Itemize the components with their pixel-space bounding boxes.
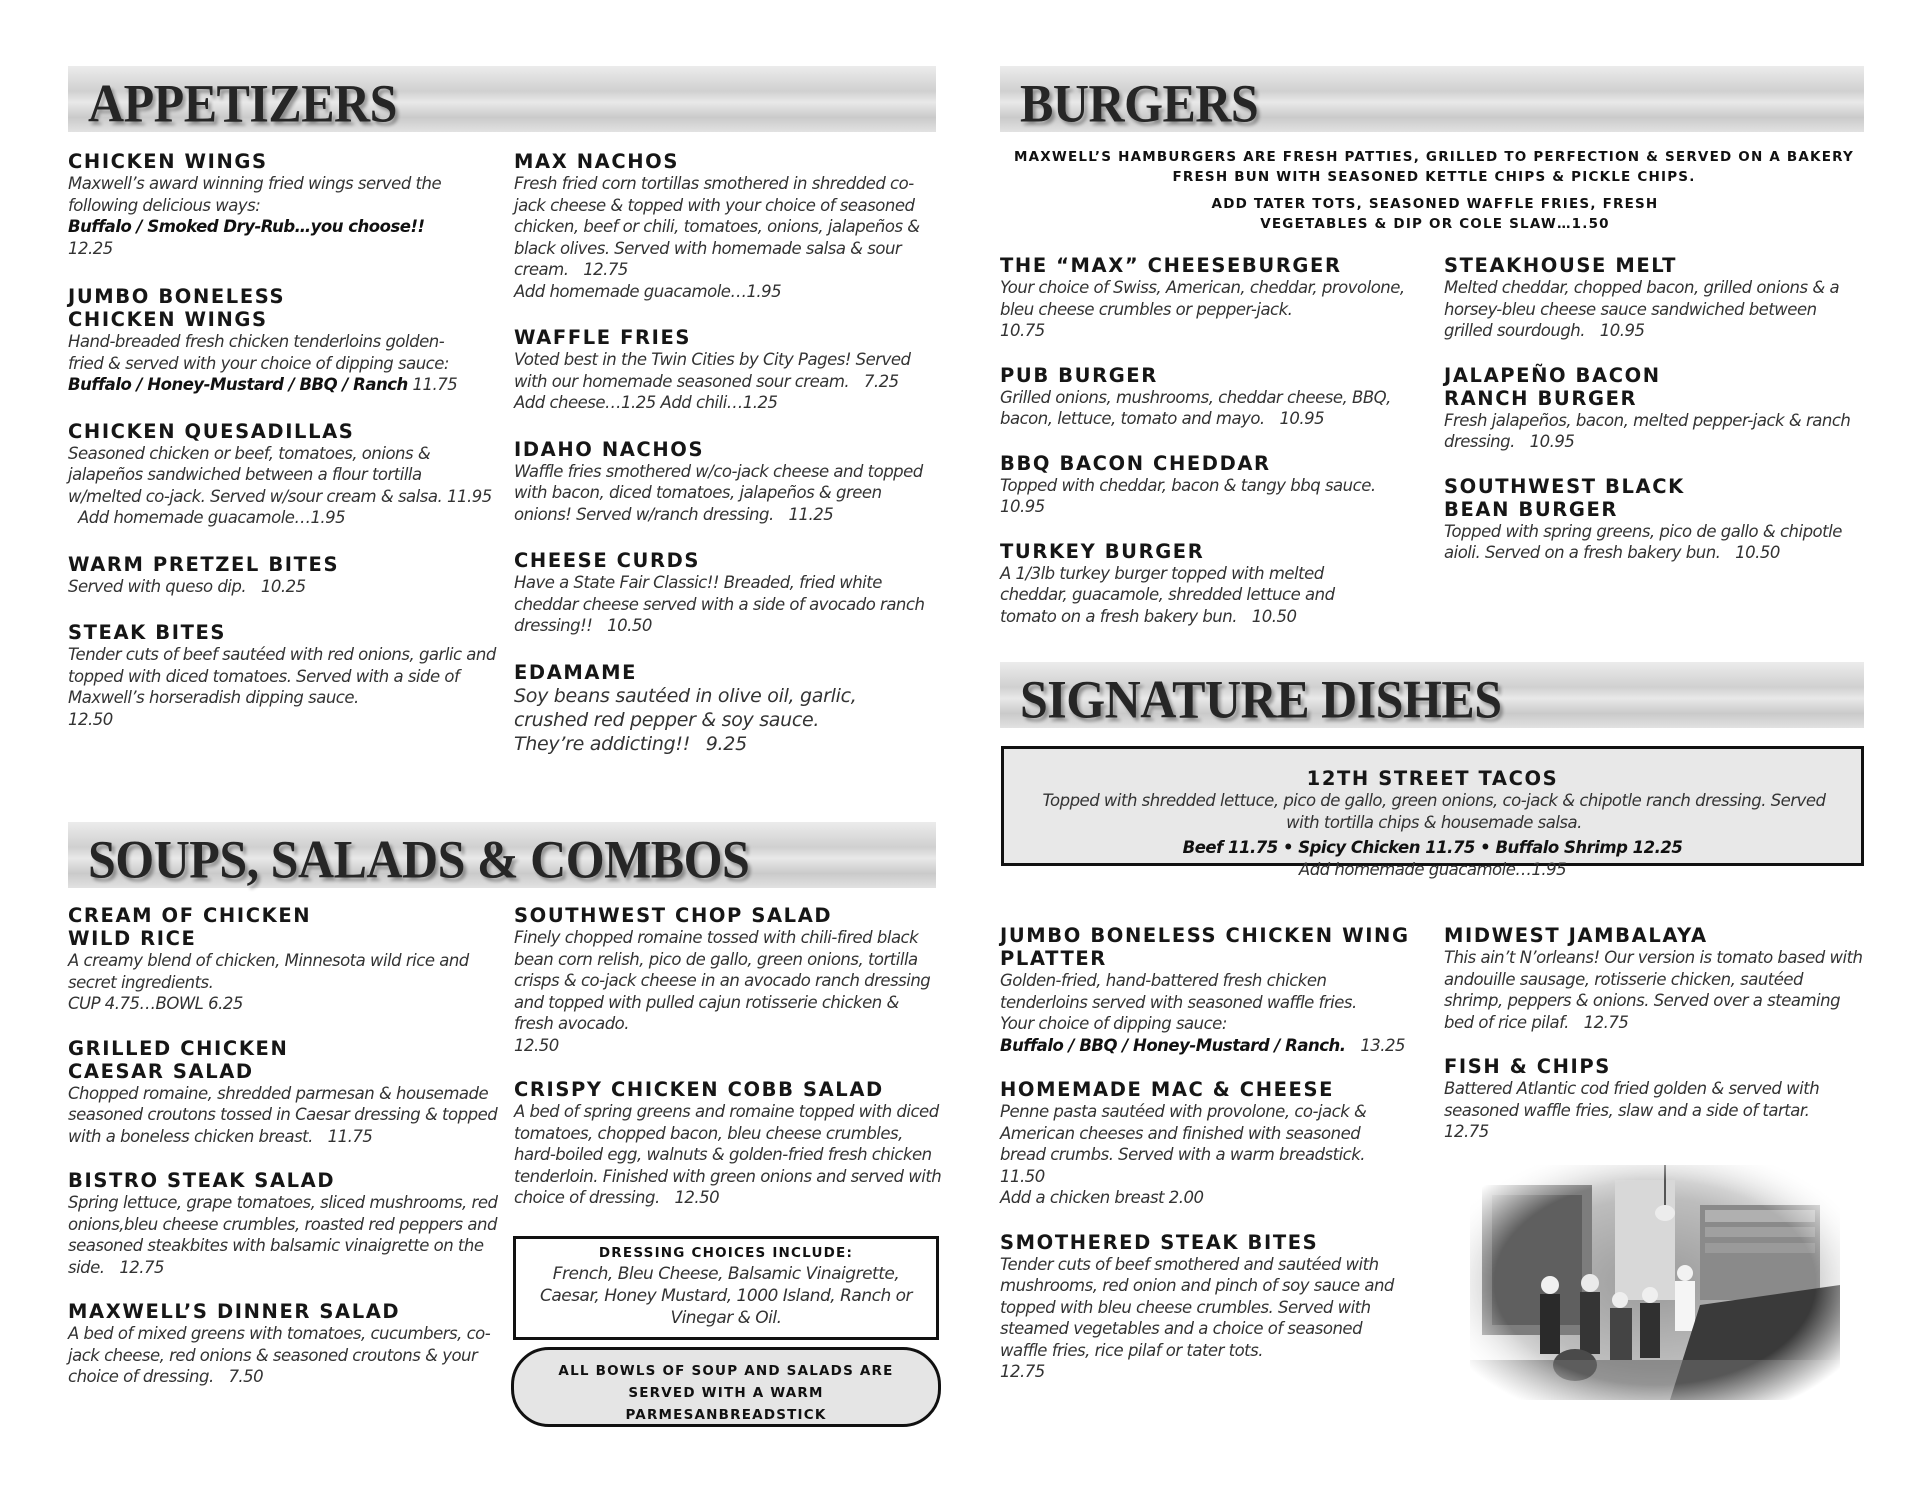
item-desc-text: A creamy blend of chicken, Minnesota wild rice and secret ingredients. <box>68 951 469 992</box>
item-desc-text: Golden-fried, hand-battered fresh chicken tenderloins served with seasoned waffle fries. Your choice of dipping sauce: <box>1000 971 1357 1033</box>
menu-item <box>68 420 496 529</box>
burgers-left-column <box>1000 254 1430 650</box>
item-description <box>68 576 496 598</box>
item-name: TURKEY BURGER <box>1000 539 1205 563</box>
item-name: PUB BURGER <box>1000 363 1158 387</box>
burgers-sides-addon: ADD TATER TOTS, SEASONED WAFFLE FRIES, FRESH VEGETABLES & DIP OR COLE SLAW…1.50 <box>1211 196 1659 232</box>
item-desc-text: Fresh jalapeños, bacon, melted pepper-jack & ranch dressing. <box>1444 410 1851 451</box>
item-description <box>514 684 884 756</box>
item-price: 12.75 <box>119 1257 165 1277</box>
menu-item <box>1444 254 1864 342</box>
item-name: SOUTHWEST CHOP SALAD <box>514 904 833 927</box>
item-description <box>1000 563 1390 628</box>
menu-item <box>68 621 496 730</box>
item-price: 11.25 <box>788 504 834 524</box>
signature-dishes-title: SIGNATURE DISHES <box>1020 669 1502 730</box>
item-name: IDAHO NACHOS <box>514 437 705 461</box>
signature-left-column <box>1000 924 1430 1406</box>
appetizers-left-column <box>68 150 496 753</box>
item-price: 11.75 <box>412 375 458 394</box>
menu-item <box>1000 924 1430 1056</box>
menu-item <box>68 553 496 598</box>
item-description <box>1000 1101 1410 1209</box>
tacos-price-options: Beef 11.75 • Spicy Chicken 11.75 • Buffalo Shrimp 12.25 <box>1182 838 1683 857</box>
item-name: MAXWELL’S DINNER SALAD <box>68 1300 401 1323</box>
item-addon: Add cheese…1.25 Add chili…1.25 <box>514 393 778 412</box>
menu-item <box>1000 1231 1430 1383</box>
menu-item <box>514 438 939 526</box>
item-name: HOMEMADE MAC & CHEESE <box>1000 1078 1335 1101</box>
item-description <box>1444 410 1864 453</box>
item-name: CHICKEN WINGS <box>68 150 268 173</box>
menu-item <box>68 1037 498 1148</box>
item-sauce-choices: Buffalo / BBQ / Honey-Mustard / Ranch. <box>1000 1035 1346 1055</box>
tacos-description: Topped with shredded lettuce, pico de gallo, green onions, co-jack & chipotle ranch dressing. Served with tortilla chips & housemade salsa. <box>1042 791 1826 832</box>
item-price: 10.95 <box>1529 432 1575 451</box>
item-name: STEAK BITES <box>68 621 227 644</box>
item-desc-text: Tender cuts of beef smothered and sautéed with mushrooms, red onion and pinch of soy sauce and topped with bleu cheese crumbles. Served with steamed vegetables and a choice of seasoned waffle fries, rice pilaf or tater tots. <box>1000 1254 1394 1360</box>
item-desc-text: A 1/3lb turkey burger topped with melted cheddar, guacamole, shredded lettuce and tomato on a fresh bakery bun. <box>1000 563 1335 626</box>
item-desc-text: A bed of mixed greens with tomatoes, cucumbers, co-jack cheese, red onions & seasoned croutons & your choice of dressing. <box>68 1324 491 1386</box>
menu-item <box>1000 254 1430 342</box>
item-price: 10.50 <box>607 616 652 635</box>
menu-item <box>514 661 939 756</box>
menu-item <box>1000 540 1430 628</box>
tacos-options <box>1024 837 1841 859</box>
item-name: SOUTHWEST BLACK BEAN BURGER <box>1444 474 1685 521</box>
item-desc-text: Seasoned chicken or beef, tomatoes, onions & jalapeños sandwiched between a flour tortilla w/melted co-jack. Served w/sour cream & salsa. <box>68 443 443 506</box>
tacos-addon: Add homemade guacamole…1.95 <box>1298 859 1567 879</box>
item-description <box>1444 277 1864 342</box>
item-price: 12.75 <box>1000 1362 1045 1381</box>
item-price: 12.50 <box>514 1035 559 1055</box>
item-description <box>1000 1035 1430 1057</box>
item-name: WAFFLE FRIES <box>514 326 692 349</box>
item-name: MIDWEST JAMBALAYA <box>1444 924 1708 947</box>
item-desc-text: Fresh fried corn tortillas smothered in shredded co-jack cheese & topped with your choice of seasoned chicken, beef or chili, tomatoes, onions, jalapeños & black olives. Served with homemade salsa & sour cream. <box>514 174 920 279</box>
menu-item <box>514 904 942 1056</box>
item-description <box>1000 277 1430 342</box>
item-description <box>68 443 496 529</box>
item-price: 11.75 <box>327 1126 373 1146</box>
item-sauce-choices: Buffalo / Honey-Mustard / BBQ / Ranch <box>68 375 408 394</box>
item-description <box>68 1323 498 1388</box>
appetizers-header <box>68 66 936 132</box>
item-description <box>1000 970 1370 1035</box>
item-description <box>1444 947 1864 1033</box>
menu-item <box>1000 1078 1430 1209</box>
item-addon: Add a chicken breast 2.00 <box>1000 1188 1204 1207</box>
item-desc-text: Penne pasta sautéed with provolone, co-jack & American cheeses and finished with seasoned bread crumbs. Served with a warm breadstick. <box>1000 1102 1367 1164</box>
item-description <box>514 173 939 302</box>
item-description <box>514 927 942 1056</box>
burgers-intro: MAXWELL’S HAMBURGERS ARE FRESH PATTIES, GRILLED TO PERFECTION & SERVED ON A BAKERY FRESH BUN WITH SEASONED KETTLE CHIPS & PICKLE CHIPS. <box>1014 149 1854 185</box>
item-description <box>514 461 939 526</box>
item-price: CUP 4.75…BOWL 6.25 <box>68 994 243 1013</box>
item-price: 11.50 <box>1000 1166 1045 1186</box>
item-description <box>68 950 493 1015</box>
item-name: MAX NACHOS <box>514 150 679 173</box>
item-desc-text: Finely chopped romaine tossed with chili-fired black bean corn relish, pico de gallo, green onions, tortilla crisps & co-jack cheese in an avocado ranch dressing and topped with pulled cajun rotisserie chicken & fresh avocado. <box>514 928 931 1033</box>
item-name: WARM PRETZEL BITES <box>68 552 340 576</box>
item-description <box>68 331 468 396</box>
item-desc-text: A bed of spring greens and romaine topped with diced tomatoes, chopped bacon, bleu cheese crumbles, hard-boiled egg, walnuts & golden-fried fresh chicken tenderloin. Finished with green onions and served with choice of dressing. <box>514 1102 942 1207</box>
item-desc-text: This ain’t N’orleans! Our version is tomato based with andouille sausage, rotisserie chicken, sautéed shrimp, peppers & onions. Served over a steaming bed of rice pilaf. <box>1444 948 1863 1032</box>
item-name: FISH & CHIPS <box>1444 1055 1611 1078</box>
item-price: 9.25 <box>705 732 747 755</box>
item-price: 12.25 <box>68 238 113 258</box>
photo-illustration <box>1470 1165 1840 1400</box>
menu-item <box>514 1078 942 1209</box>
item-description <box>514 1101 942 1209</box>
signature-dishes-header <box>1000 662 1864 728</box>
item-name: JALAPEÑO BACON RANCH BURGER <box>1444 363 1661 410</box>
item-description <box>1000 1254 1410 1383</box>
item-description <box>1000 475 1430 518</box>
item-desc-text: Have a State Fair Classic!! Breaded, fried white cheddar cheese served with a side of avocado ranch dressing!! <box>514 573 925 635</box>
item-description <box>68 1192 498 1278</box>
item-desc-text: Maxwell’s award winning fried wings served the following delicious ways: <box>68 174 442 215</box>
item-desc-text: Served with queso dip. <box>68 576 247 596</box>
item-price: 12.75 <box>583 260 628 279</box>
dressing-choices-box <box>513 1236 939 1340</box>
tacos-feature-box <box>1001 746 1864 879</box>
item-name: STEAKHOUSE MELT <box>1444 254 1677 277</box>
item-description <box>68 1083 498 1148</box>
item-desc-text: Tender cuts of beef sautéed with red onions, garlic and topped with diced tomatoes. Served with a side of Maxwell’s horseradish dipping sauce. <box>68 645 496 707</box>
vintage-bar-photo <box>1470 1165 1840 1400</box>
item-price: 12.50 <box>674 1188 720 1207</box>
dressing-choices-list: French, Bleu Cheese, Balsamic Vinaigrette, Caesar, Honey Mustard, 1000 Island, Ranch or Vinegar & Oil. <box>539 1264 913 1328</box>
item-addon: Add homemade guacamole…1.95 <box>78 508 346 527</box>
item-name: CHEESE CURDS <box>514 549 701 572</box>
soups-salads-header <box>68 822 936 888</box>
item-price: 10.50 <box>1735 543 1780 562</box>
item-description <box>1444 1078 1864 1143</box>
item-desc-text: Topped with cheddar, bacon & tangy bbq sauce. <box>1000 475 1376 495</box>
item-price: 12.50 <box>68 709 113 729</box>
item-name: CHICKEN QUESADILLAS <box>68 419 355 443</box>
item-desc-text: Battered Atlantic cod fried golden & served with seasoned waffle fries, slaw and a side of tartar. <box>1444 1079 1820 1120</box>
item-name: CRISPY CHICKEN COBB SALAD <box>514 1078 884 1101</box>
appetizers-title: APPETIZERS <box>88 73 397 134</box>
item-desc-text: Voted best in the Twin Cities by City Pages! Served with our homemade seasoned sour cream. <box>514 350 911 391</box>
item-name: GRILLED CHICKEN CAESAR SALAD <box>68 1036 289 1083</box>
dressing-choices-title: DRESSING CHOICES INCLUDE: <box>598 1245 854 1261</box>
soups-salads-title: SOUPS, SALADS & COMBOS <box>88 829 750 890</box>
item-desc-text: Hand-breaded fresh chicken tenderloins golden-fried & served with your choice of dipping sauce: <box>68 332 449 373</box>
item-desc-text: Chopped romaine, shredded parmesan & housemade seasoned croutons tossed in Caesar dressing & topped with a boneless chicken breast. <box>68 1083 498 1146</box>
tacos-name: 12TH STREET TACOS <box>1306 767 1559 790</box>
item-price: 10.75 <box>1000 321 1045 340</box>
item-description <box>68 644 496 730</box>
item-price: 10.95 <box>1279 409 1325 428</box>
item-name: CREAM OF CHICKEN WILD RICE <box>68 904 312 950</box>
item-desc-text: Your choice of Swiss, American, cheddar, provolone, bleu cheese crumbles or pepper-jack. <box>1000 278 1405 319</box>
burgers-right-column <box>1444 254 1864 587</box>
item-desc-text: Spring lettuce, grape tomatoes, sliced mushrooms, red onions,bleu cheese crumbles, roasted red peppers and seasoned steakbites with balsamic vinaigrette on the side. <box>68 1193 498 1277</box>
item-price: 7.25 <box>863 371 899 391</box>
menu-item <box>514 326 939 414</box>
item-description <box>1444 521 1864 564</box>
menu-item <box>1000 452 1430 518</box>
menu-item <box>68 285 496 396</box>
item-name: THE “MAX” CHEESEBURGER <box>1000 254 1342 277</box>
item-desc-text: Grilled onions, mushrooms, cheddar cheese, BBQ, bacon, lettuce, tomato and mayo. <box>1000 387 1391 428</box>
burgers-header <box>1000 66 1864 132</box>
item-price: 11.95 <box>446 486 492 506</box>
item-name: JUMBO BONELESS CHICKEN WINGS <box>68 285 286 331</box>
appetizers-right-column <box>514 150 939 779</box>
item-description <box>514 349 924 414</box>
item-price: 10.25 <box>260 576 306 596</box>
item-price: 10.50 <box>1251 606 1297 626</box>
menu-item <box>68 904 498 1015</box>
item-desc-text: Melted cheddar, chopped bacon, grilled onions & a horsey-bleu cheese sauce sandwiched between grilled sourdough. <box>1444 278 1840 340</box>
menu-item <box>1444 475 1864 564</box>
item-desc-text: Soy beans sautéed in olive oil, garlic, crushed red pepper & soy sauce. They’re addicting!! <box>514 684 857 755</box>
menu-item <box>514 549 939 637</box>
breadstick-note-text: ALL BOWLS OF SOUP AND SALADS ARE SERVED WITH A WARM PARMESANBREADSTICK <box>558 1363 894 1423</box>
menu-item <box>1444 364 1864 453</box>
item-name: SMOTHERED STEAK BITES <box>1000 1230 1319 1254</box>
item-name: EDAMAME <box>514 660 638 684</box>
item-price: 10.95 <box>1000 497 1045 516</box>
item-price: 12.75 <box>1583 1012 1629 1032</box>
menu-item <box>1444 1055 1864 1143</box>
item-addon: Add homemade guacamole…1.95 <box>514 281 782 301</box>
signature-right-column <box>1444 924 1864 1166</box>
item-name: BBQ BACON CHEDDAR <box>1000 451 1271 475</box>
menu-item <box>68 150 496 259</box>
menu-item <box>1444 924 1864 1033</box>
item-price: 12.75 <box>1444 1122 1489 1141</box>
item-price: 13.25 <box>1360 1035 1406 1055</box>
item-name: JUMBO BONELESS CHICKEN WING PLATTER <box>1000 924 1410 970</box>
soups-left-column <box>68 904 498 1411</box>
item-desc-text: Waffle fries smothered w/co-jack cheese and topped with bacon, diced tomatoes, jalapeños & green onions! Served w/ranch dressing. <box>514 461 923 524</box>
item-description <box>68 173 496 259</box>
menu-item <box>514 150 939 302</box>
menu-item <box>1000 364 1430 430</box>
item-description <box>514 572 939 637</box>
menu-item <box>68 1169 498 1278</box>
item-sauce-choices: Buffalo / Smoked Dry-Rub…you choose!! <box>68 217 425 236</box>
item-price: 10.95 <box>1599 321 1645 340</box>
breadstick-note <box>511 1347 941 1427</box>
item-price: 7.50 <box>228 1367 264 1386</box>
item-name: BISTRO STEAK SALAD <box>68 1169 336 1192</box>
item-desc-text: Topped with spring greens, pico de gallo & chipotle aioli. Served on a fresh bakery bun. <box>1444 521 1842 562</box>
burgers-title: BURGERS <box>1020 73 1259 134</box>
menu-item <box>68 1300 498 1388</box>
item-description <box>1000 387 1410 430</box>
soups-right-column <box>514 904 942 1232</box>
